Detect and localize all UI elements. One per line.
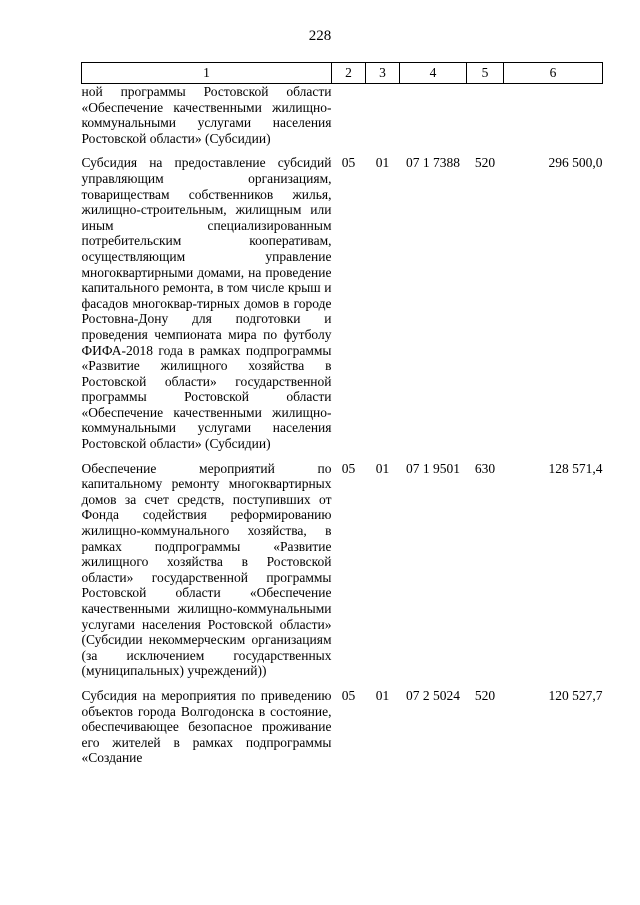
row-description: Субсидия на предоставление субсидий управляющим организациям, товариществам собственников жилья, жилищно-строительным, жилищным или иным специализированным потребительским кооперативам, осуществляющим управление многоквартирными домами, на проведение капитального ремонта, в том числе крыш и фасадов многоквар-тирных домов в городе Ростовна-Дону для подготовки и проведения чемпионата мира по футболу ФИФА-2018 года в рамках подпрограммы «Развитие жилищного хозяйства в Ростовской области» государственной программы Ростовской области «Обеспечение качественными жилищно-коммунальными услугами населения Ростовской области» (Субсидии) bbox=[81, 155, 332, 452]
column-header: 5 bbox=[467, 63, 504, 84]
row-section: 05 bbox=[341, 460, 356, 476]
budget-table bbox=[81, 62, 603, 766]
row-description: ной программы Ростовской области «Обеспечение качественными жилищно-коммунальными услугами населения Ростовской области» (Субсидии) bbox=[81, 84, 332, 146]
table-row bbox=[82, 461, 603, 679]
row-spacer bbox=[82, 452, 603, 461]
row-spacer bbox=[82, 679, 603, 688]
row-section bbox=[332, 84, 366, 147]
row-subsection: 01 bbox=[375, 687, 390, 703]
row-description: Обеспечение мероприятий по капитальному ремонту многоквартирных домов за счет средств, поступивших от Фонда содействия реформированию жилищно-коммунального хозяйства, в рамках подпрограммы «Развитие жилищного хозяйства в Ростовской области» государственной программы Ростовской области «Обеспечение качественными жилищно-коммунальными услугами населения Ростовской области» (Субсидии некоммерческим организациям (за исключением государственных (муниципальных) учреждений)) bbox=[81, 460, 332, 679]
column-header: 4 bbox=[400, 63, 467, 84]
column-header: 6 bbox=[504, 63, 603, 84]
row-target-article: 07 1 7388 bbox=[406, 155, 460, 171]
row-subsection bbox=[366, 84, 400, 147]
row-section: 05 bbox=[341, 687, 356, 703]
row-target-article: 07 2 5024 bbox=[406, 687, 460, 703]
table-row bbox=[82, 688, 603, 766]
row-expense-type: 630 bbox=[474, 460, 496, 476]
row-expense-type: 520 bbox=[474, 155, 496, 171]
row-subsection: 01 bbox=[375, 460, 390, 476]
row-expense-type bbox=[467, 84, 504, 147]
row-amount bbox=[504, 84, 603, 147]
row-amount: 296 500,0 bbox=[548, 155, 603, 171]
row-amount: 128 571,4 bbox=[548, 460, 603, 476]
row-expense-type: 520 bbox=[474, 687, 496, 703]
table-header-row bbox=[82, 63, 603, 84]
row-target-article bbox=[400, 84, 467, 147]
row-target-article: 07 1 9501 bbox=[406, 460, 460, 476]
row-spacer bbox=[82, 146, 603, 155]
row-description: Субсидия на мероприятия по приведению объектов города Волгодонска в состояние, обеспечивающее безопасное проживание его жителей в рамках подпрограммы «Создание bbox=[81, 687, 332, 766]
row-section: 05 bbox=[341, 155, 356, 171]
table-row bbox=[82, 84, 603, 147]
page-number: 228 bbox=[308, 28, 332, 44]
table-row bbox=[82, 155, 603, 451]
row-subsection: 01 bbox=[375, 155, 390, 171]
column-header: 1 bbox=[82, 63, 332, 84]
column-header: 3 bbox=[366, 63, 400, 84]
column-header: 2 bbox=[332, 63, 366, 84]
row-amount: 120 527,7 bbox=[548, 687, 603, 703]
